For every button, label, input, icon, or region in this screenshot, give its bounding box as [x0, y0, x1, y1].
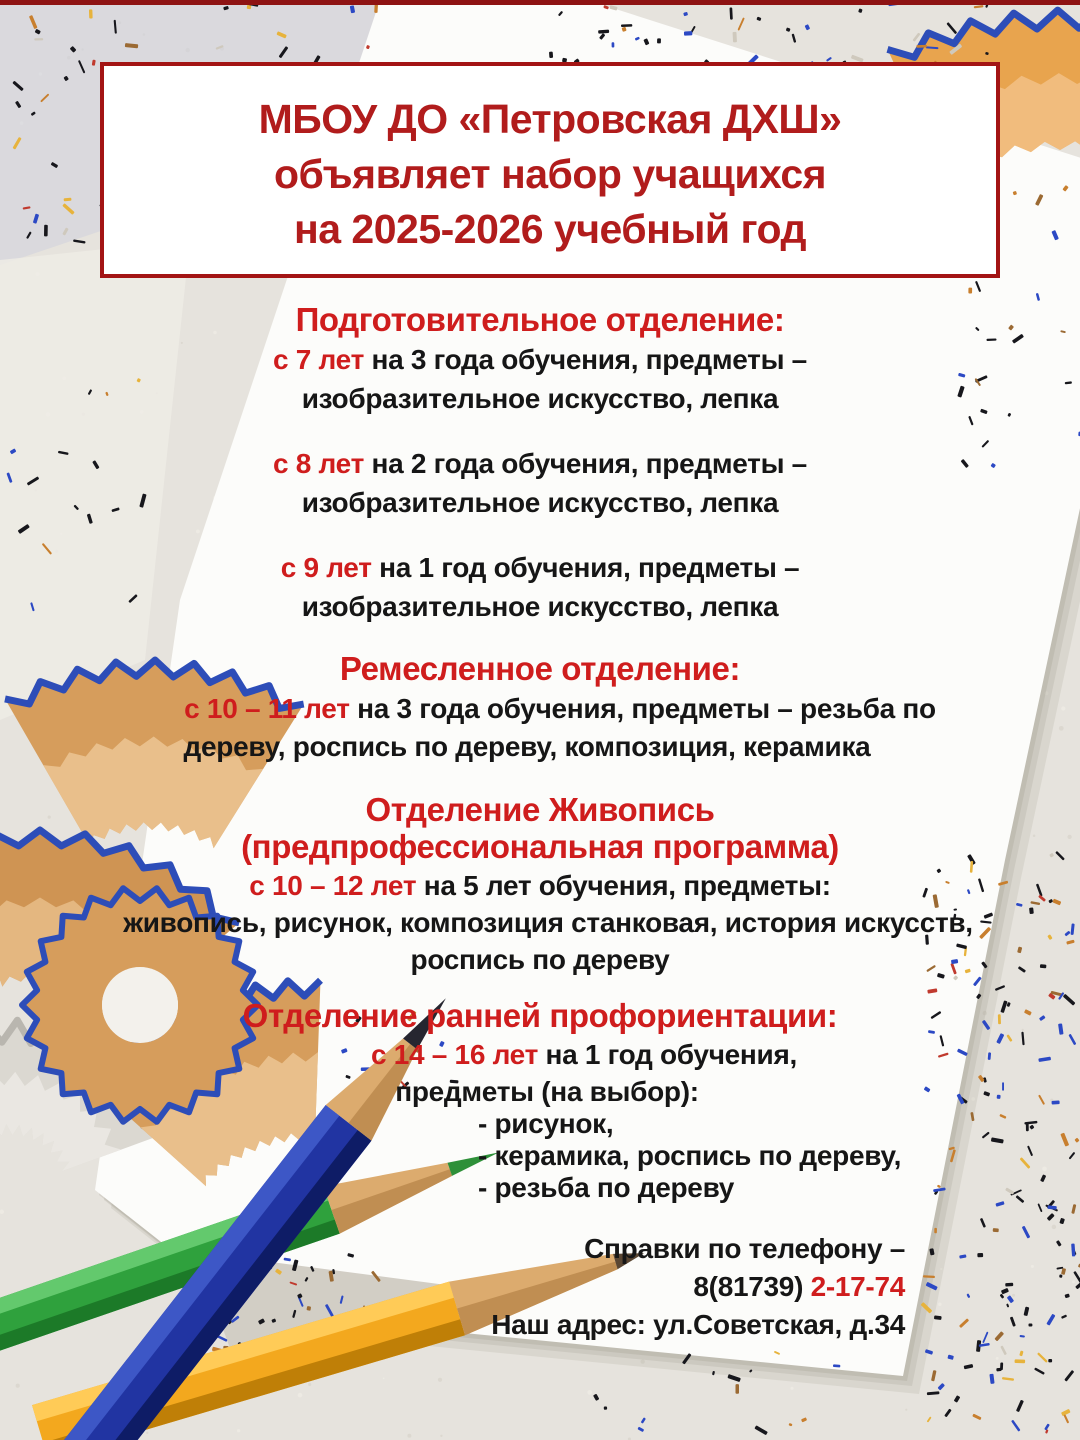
phone-prefix: 8(81739)	[693, 1271, 811, 1302]
entry-line: предметы (на выбор):	[395, 1076, 699, 1107]
entry-line: изобразительное искусство, лепка	[301, 383, 779, 414]
phone-number: 2-17-74	[810, 1271, 905, 1302]
section-title-early-career: Отделение ранней профориентации:	[242, 997, 838, 1034]
section-title-craft: Ремесленное отделение:	[339, 650, 741, 687]
poster-title-box	[100, 62, 1000, 278]
entry-text: на 5 лет обучения, предметы:	[416, 870, 831, 901]
entry-text: на 3 года обучения, предметы –	[363, 344, 807, 375]
contact-info-line: Справки по телефону –	[584, 1233, 905, 1264]
entry-line	[44, 1038, 1080, 1072]
option-item: - керамика, роспись по дереву,	[478, 1140, 902, 1171]
contact-phone-line	[693, 1270, 905, 1304]
section-title-painting: Отделение Живопись	[365, 791, 715, 828]
age-accent: с 14 – 16 лет	[371, 1039, 539, 1070]
age-accent: с 10 – 11 лет	[184, 693, 350, 724]
poster-title-line-1: МБОУ ДО «Петровская ДХШ»	[258, 96, 842, 142]
entry-line: изобразительное искусство, лепка	[301, 591, 779, 622]
age-accent: с 8 лет	[273, 448, 364, 479]
entry-text: на 3 года обучения, предметы – резьба по	[349, 693, 936, 724]
age-accent: с 9 лет	[280, 552, 372, 583]
poster-title-line-2: объявляет набор учащихся	[273, 151, 827, 197]
entry-text: на 1 год обучения, предметы –	[371, 552, 800, 583]
option-item: - резьба по дереву	[478, 1172, 735, 1203]
entry-line	[0, 343, 1080, 377]
section-title-painting-2: (предпрофессиональная программа)	[241, 828, 839, 865]
entry-line	[0, 869, 1080, 903]
contact-address-line: Наш адрес: ул.Советская, д.34	[491, 1309, 905, 1340]
entry-text: на 2 года обучения, предметы –	[363, 448, 807, 479]
entry-line: роспись по дереву	[410, 944, 670, 975]
poster-title-line-3: на 2025-2026 учебный год	[293, 206, 807, 252]
entry-text: на 1 год обучения,	[538, 1039, 797, 1070]
entry-line	[0, 551, 1080, 585]
entry-line: живопись, рисунок, композиция станковая, история искусств,	[123, 907, 973, 938]
section-title-prep: Подготовительное отделение:	[295, 301, 785, 338]
entry-line: дереву, роспись по дереву, композиция, керамика	[183, 731, 871, 762]
entry-line: изобразительное искусство, лепка	[301, 487, 779, 518]
age-accent: с 10 – 12 лет	[249, 870, 417, 901]
age-accent: с 7 лет	[273, 344, 364, 375]
entry-line	[20, 692, 1080, 726]
option-item: - рисунок,	[478, 1108, 614, 1139]
entry-line	[0, 447, 1080, 481]
